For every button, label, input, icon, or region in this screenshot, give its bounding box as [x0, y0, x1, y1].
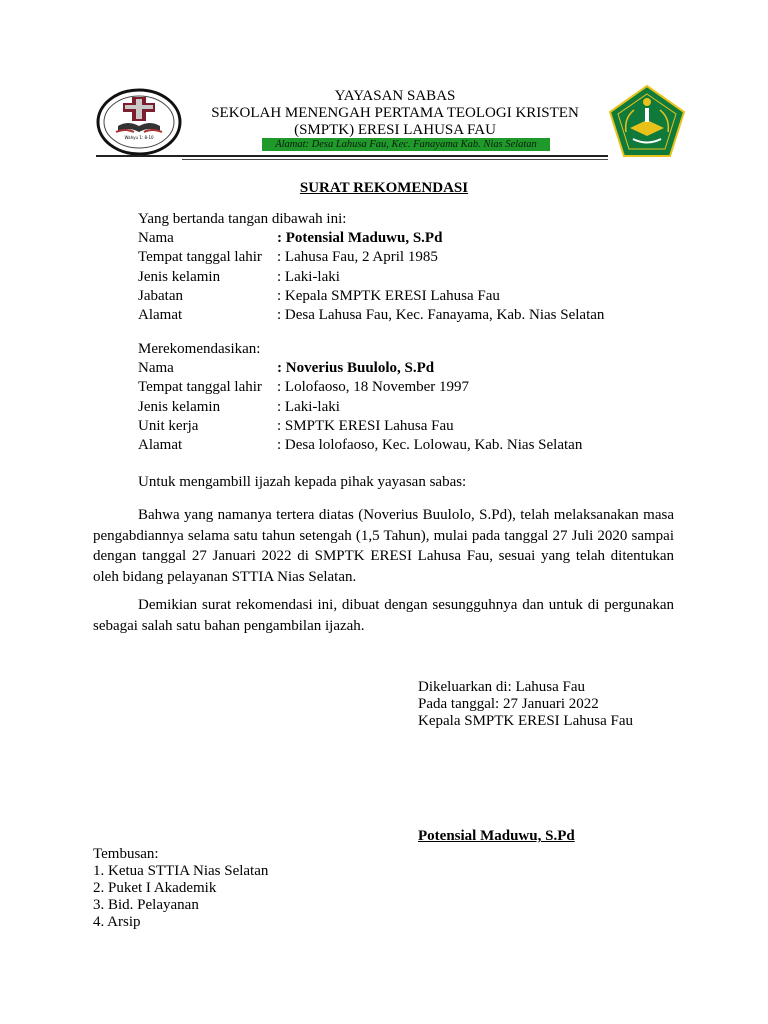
signatory-value: : Laki-laki	[277, 269, 340, 285]
recommended-value: : Noverius Buulolo, S.Pd	[277, 360, 435, 376]
signer-name: Potensial Maduwu, S.Pd	[418, 828, 575, 844]
intro-text: Yang bertanda tangan dibawah ini:	[138, 211, 347, 227]
recommended-value: : SMPTK ERESI Lahusa Fau	[277, 418, 454, 434]
cc-item: 3. Bid. Pelayanan	[93, 897, 199, 913]
issued-date: Pada tanggal: 27 Januari 2022	[418, 696, 599, 712]
recommended-label: Nama	[138, 360, 174, 376]
signatory-label: Jenis kelamin	[138, 269, 221, 285]
recommended-value: : Laki-laki	[277, 399, 340, 415]
signatory-value: : Desa Lahusa Fau, Kec. Fanayama, Kab. Nias Selatan	[277, 307, 605, 323]
foundation-name: YAYASAN SABAS	[334, 88, 456, 104]
signatory-label: Tempat tanggal lahir	[138, 249, 262, 265]
signer-position: Kepala SMPTK ERESI Lahusa Fau	[418, 713, 633, 729]
letterhead-rule	[96, 155, 608, 157]
cc-item: 2. Puket I Akademik	[93, 880, 217, 896]
recommend-heading: Merekomendasikan:	[138, 341, 261, 357]
school-address: Alamat: Desa Lahusa Fau, Kec. Fanayama Kab. Nias Selatan	[262, 138, 550, 151]
cc-item: 4. Arsip	[93, 914, 141, 930]
school-abbreviation: (SMPTK) ERESI LAHUSA FAU	[294, 122, 496, 138]
signatory-value: : Kepala SMPTK ERESI Lahusa Fau	[277, 288, 500, 304]
recommended-label: Jenis kelamin	[138, 399, 221, 415]
recommended-label: Tempat tanggal lahir	[138, 379, 262, 395]
recommended-label: Alamat	[138, 437, 183, 453]
cc-heading: Tembusan:	[93, 846, 159, 862]
issued-place: Dikeluarkan di: Lahusa Fau	[418, 679, 586, 695]
letterhead-rule-thin	[182, 159, 608, 160]
signatory-label: Nama	[138, 230, 174, 246]
signatory-label: Jabatan	[138, 288, 183, 304]
cc-item: 1. Ketua STTIA Nias Selatan	[93, 863, 269, 879]
kemenag-pentagon-emblem-icon	[608, 84, 686, 158]
body-paragraph: Bahwa yang namanya tertera diatas (Noverius Buulolo, S.Pd), telah melaksanakan masa pengabdiannya selama satu tahun setengah (1,5 Tahun), mulai pada tanggal 27 Juli 2020 sampai dengan tanggal 27 Januari 2022 di SMPTK ERESI Lahusa Fau, sesuai yang telah ditentukan oleh bidang pelayanan STTIA Nias Selatan.	[93, 507, 674, 585]
signatory-value: : Potensial Maduwu, S.Pd	[277, 230, 443, 246]
recommended-label: Unit kerja	[138, 418, 199, 434]
purpose-text: Untuk mengambill ijazah kepada pihak yayasan sabas:	[138, 474, 467, 490]
emblem-motto: Wahyu 1: 8-10	[124, 135, 154, 140]
document-title: SURAT REKOMENDASI	[299, 180, 469, 196]
signatory-value: : Lahusa Fau, 2 April 1985	[277, 249, 438, 265]
school-cross-emblem-icon	[96, 88, 182, 156]
recommended-value: : Lolofaoso, 18 November 1997	[277, 379, 470, 395]
school-name: SEKOLAH MENENGAH PERTAMA TEOLOGI KRISTEN	[211, 105, 579, 121]
signatory-label: Alamat	[138, 307, 183, 323]
closing-paragraph: Demikian surat rekomendasi ini, dibuat dengan sesungguhnya dan untuk di pergunakan sebagai salah satu bahan pengambilan ijazah.	[93, 597, 674, 634]
recommended-value: : Desa lolofaoso, Kec. Lolowau, Kab. Nias Selatan	[277, 437, 583, 453]
